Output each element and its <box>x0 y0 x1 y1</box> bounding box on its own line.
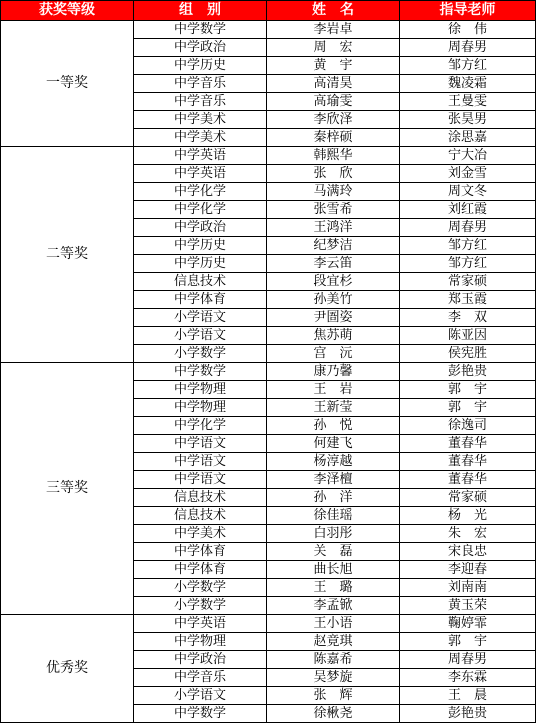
group-cell: 中学美术 <box>134 111 267 129</box>
name-cell: 李泽檀 <box>267 471 400 489</box>
teacher-cell: 郭 宇 <box>400 399 536 417</box>
group-cell: 中学数学 <box>134 363 267 381</box>
name-cell: 段宜杉 <box>267 273 400 291</box>
name-cell: 张 欣 <box>267 165 400 183</box>
award-level-cell: 一等奖 <box>1 21 134 147</box>
award-level-cell: 二等奖 <box>1 147 134 363</box>
name-cell: 李岩卓 <box>267 21 400 39</box>
teacher-cell: 李 双 <box>400 309 536 327</box>
name-cell: 孙 洋 <box>267 489 400 507</box>
teacher-cell: 周文冬 <box>400 183 536 201</box>
name-cell: 王 璐 <box>267 579 400 597</box>
name-cell: 宫 沅 <box>267 345 400 363</box>
name-cell: 杨淳越 <box>267 453 400 471</box>
group-cell: 中学物理 <box>134 381 267 399</box>
name-cell: 李孟锨 <box>267 597 400 615</box>
name-cell: 徐佳瑶 <box>267 507 400 525</box>
group-cell: 小学数学 <box>134 597 267 615</box>
group-cell: 中学历史 <box>134 237 267 255</box>
table-row <box>1 21 536 39</box>
name-cell: 黄 宇 <box>267 57 400 75</box>
teacher-cell: 邹方红 <box>400 255 536 273</box>
teacher-cell: 刘金雪 <box>400 165 536 183</box>
group-cell: 中学体育 <box>134 291 267 309</box>
group-cell: 中学音乐 <box>134 669 267 687</box>
table-row <box>1 147 536 165</box>
name-cell: 张雪希 <box>267 201 400 219</box>
header-row <box>1 1 536 21</box>
group-cell: 中学音乐 <box>134 93 267 111</box>
teacher-cell: 郭 宇 <box>400 381 536 399</box>
name-cell: 孙美竹 <box>267 291 400 309</box>
teacher-cell: 王曼雯 <box>400 93 536 111</box>
teacher-cell: 常家硕 <box>400 489 536 507</box>
group-cell: 中学物理 <box>134 633 267 651</box>
name-cell: 李云笛 <box>267 255 400 273</box>
name-cell: 高瑜雯 <box>267 93 400 111</box>
name-cell: 曲长旭 <box>267 561 400 579</box>
award-level-cell: 优秀奖 <box>1 615 134 723</box>
group-cell: 中学美术 <box>134 129 267 147</box>
name-cell: 王鸿洋 <box>267 219 400 237</box>
teacher-cell: 徐逸司 <box>400 417 536 435</box>
name-cell: 陈嘉希 <box>267 651 400 669</box>
teacher-cell: 陈亚因 <box>400 327 536 345</box>
table-row <box>1 363 536 381</box>
header-group: 组 别 <box>134 1 267 21</box>
group-cell: 中学英语 <box>134 165 267 183</box>
name-cell: 康乃馨 <box>267 363 400 381</box>
name-cell: 马满玲 <box>267 183 400 201</box>
teacher-cell: 杨 光 <box>400 507 536 525</box>
teacher-cell: 刘南南 <box>400 579 536 597</box>
teacher-cell: 彭艳贵 <box>400 363 536 381</box>
teacher-cell: 涂思嘉 <box>400 129 536 147</box>
name-cell: 徐楸尧 <box>267 705 400 723</box>
name-cell: 何建飞 <box>267 435 400 453</box>
teacher-cell: 刘红霞 <box>400 201 536 219</box>
teacher-cell: 李迎春 <box>400 561 536 579</box>
group-cell: 中学语文 <box>134 435 267 453</box>
teacher-cell: 郑玉霞 <box>400 291 536 309</box>
group-cell: 中学物理 <box>134 399 267 417</box>
teacher-cell: 邹方红 <box>400 57 536 75</box>
name-cell: 李欣泽 <box>267 111 400 129</box>
header-level: 获奖等级 <box>1 1 134 21</box>
group-cell: 中学语文 <box>134 471 267 489</box>
name-cell: 吴梦旋 <box>267 669 400 687</box>
group-cell: 中学政治 <box>134 651 267 669</box>
teacher-cell: 彭艳贵 <box>400 705 536 723</box>
teacher-cell: 常家硕 <box>400 273 536 291</box>
header-name: 姓 名 <box>267 1 400 21</box>
teacher-cell: 王 晨 <box>400 687 536 705</box>
teacher-cell: 魏凌霜 <box>400 75 536 93</box>
group-cell: 中学美术 <box>134 525 267 543</box>
teacher-cell: 鞠婷霏 <box>400 615 536 633</box>
teacher-cell: 侯宪胜 <box>400 345 536 363</box>
name-cell: 王 岩 <box>267 381 400 399</box>
name-cell: 赵竟琪 <box>267 633 400 651</box>
teacher-cell: 周春男 <box>400 219 536 237</box>
name-cell: 秦梓硕 <box>267 129 400 147</box>
group-cell: 中学化学 <box>134 417 267 435</box>
group-cell: 小学语文 <box>134 327 267 345</box>
group-cell: 中学语文 <box>134 453 267 471</box>
name-cell: 高清昊 <box>267 75 400 93</box>
teacher-cell: 郭 宇 <box>400 633 536 651</box>
table-row <box>1 615 536 633</box>
group-cell: 中学音乐 <box>134 75 267 93</box>
name-cell: 王新莹 <box>267 399 400 417</box>
teacher-cell: 朱 宏 <box>400 525 536 543</box>
name-cell: 关 磊 <box>267 543 400 561</box>
group-cell: 小学语文 <box>134 309 267 327</box>
teacher-cell: 周春男 <box>400 651 536 669</box>
teacher-cell: 周春男 <box>400 39 536 57</box>
name-cell: 纪梦洁 <box>267 237 400 255</box>
group-cell: 中学数学 <box>134 21 267 39</box>
group-cell: 小学数学 <box>134 579 267 597</box>
teacher-cell: 董春华 <box>400 453 536 471</box>
group-cell: 中学化学 <box>134 201 267 219</box>
group-cell: 中学历史 <box>134 255 267 273</box>
group-cell: 中学体育 <box>134 543 267 561</box>
name-cell: 孙 悦 <box>267 417 400 435</box>
name-cell: 王小语 <box>267 615 400 633</box>
teacher-cell: 董春华 <box>400 435 536 453</box>
group-cell: 信息技术 <box>134 273 267 291</box>
group-cell: 中学历史 <box>134 57 267 75</box>
teacher-cell: 邹方红 <box>400 237 536 255</box>
name-cell: 周 宏 <box>267 39 400 57</box>
name-cell: 尹圄姿 <box>267 309 400 327</box>
award-level-cell: 三等奖 <box>1 363 134 615</box>
teacher-cell: 黄玉荣 <box>400 597 536 615</box>
table-body <box>1 21 536 723</box>
header-teacher: 指导老师 <box>400 1 536 21</box>
group-cell: 中学英语 <box>134 615 267 633</box>
name-cell: 张 辉 <box>267 687 400 705</box>
group-cell: 中学化学 <box>134 183 267 201</box>
teacher-cell: 宁大冶 <box>400 147 536 165</box>
teacher-cell: 徐 伟 <box>400 21 536 39</box>
group-cell: 中学体育 <box>134 561 267 579</box>
group-cell: 信息技术 <box>134 489 267 507</box>
teacher-cell: 宋良忠 <box>400 543 536 561</box>
group-cell: 中学政治 <box>134 219 267 237</box>
name-cell: 白羽彤 <box>267 525 400 543</box>
group-cell: 小学语文 <box>134 687 267 705</box>
name-cell: 焦苏萌 <box>267 327 400 345</box>
group-cell: 中学数学 <box>134 705 267 723</box>
group-cell: 信息技术 <box>134 507 267 525</box>
name-cell: 韩熙华 <box>267 147 400 165</box>
group-cell: 中学政治 <box>134 39 267 57</box>
group-cell: 中学英语 <box>134 147 267 165</box>
group-cell: 小学数学 <box>134 345 267 363</box>
teacher-cell: 董春华 <box>400 471 536 489</box>
teacher-cell: 李东霖 <box>400 669 536 687</box>
teacher-cell: 张昊男 <box>400 111 536 129</box>
